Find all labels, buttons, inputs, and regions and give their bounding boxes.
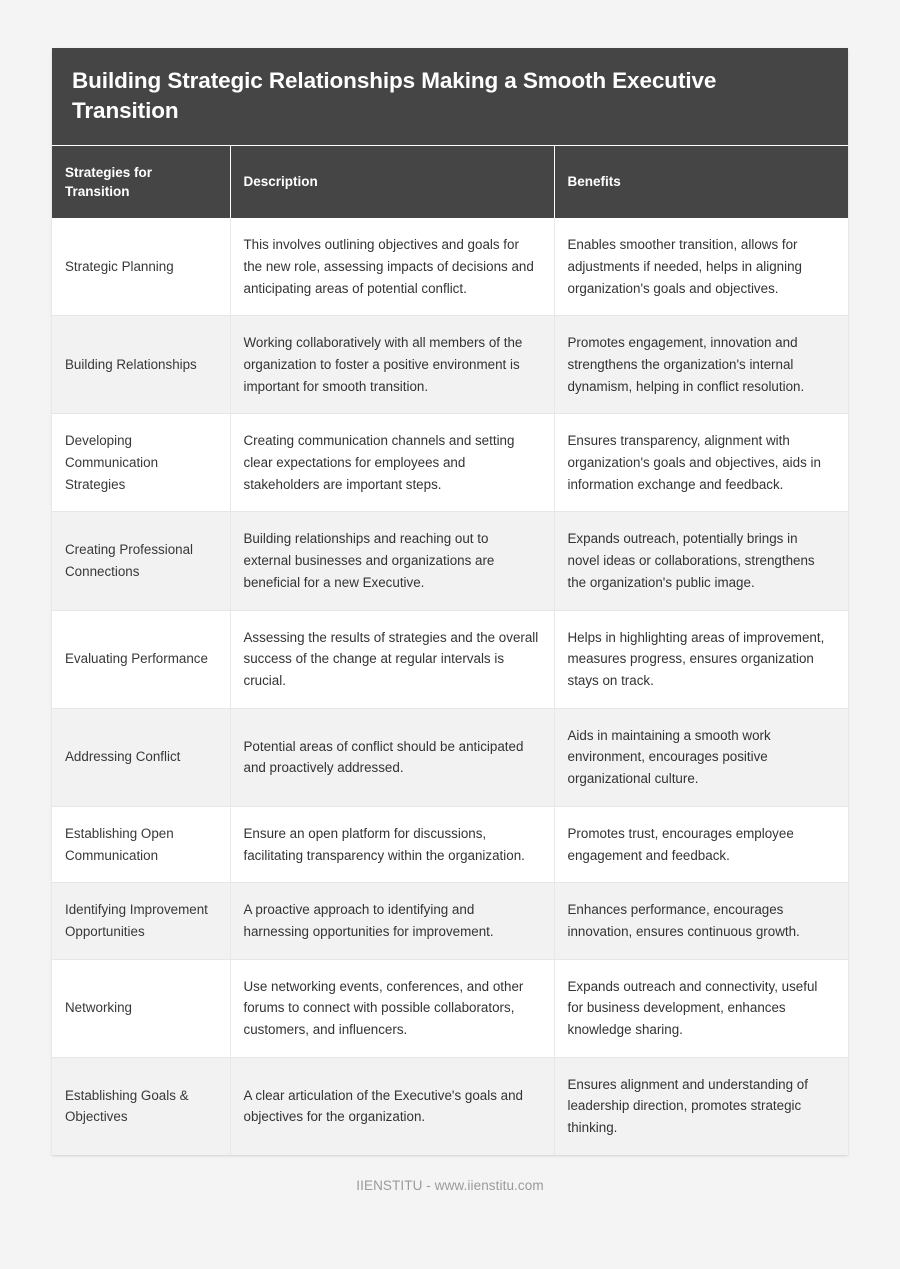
cell-strategy: Strategic Planning [52,218,230,316]
table-row [52,316,848,414]
page-title: Building Strategic Relationships Making a Smooth Executive Transition [52,48,848,146]
cell-strategy: Evaluating Performance [52,610,230,708]
cell-benefits: Promotes trust, encourages employee engagement and feedback. [554,806,848,882]
cell-strategy: Networking [52,959,230,1057]
cell-description: This involves outlining objectives and goals for the new role, assessing impacts of decisions and anticipating areas of potential conflict. [230,218,554,316]
column-header-strategies: Strategies for Transition [52,146,230,218]
cell-description: Ensure an open platform for discussions, facilitating transparency within the organization. [230,806,554,882]
cell-description: A clear articulation of the Executive's goals and objectives for the organization. [230,1057,554,1155]
table-row [52,959,848,1057]
footer-attribution: IIENSTITU - www.iienstitu.com [356,1177,544,1193]
table-row [52,1057,848,1155]
cell-benefits: Expands outreach and connectivity, useful for business development, enhances knowledge sharing. [554,959,848,1057]
column-header-description: Description [230,146,554,218]
cell-strategy: Creating Professional Connections [52,512,230,610]
cell-strategy: Developing Communication Strategies [52,414,230,512]
cell-benefits: Aids in maintaining a smooth work environment, encourages positive organizational culture. [554,708,848,806]
table-row [52,708,848,806]
cell-description: Building relationships and reaching out to external businesses and organizations are beneficial for a new Executive. [230,512,554,610]
cell-strategy: Addressing Conflict [52,708,230,806]
table-header [52,146,848,218]
cell-benefits: Ensures transparency, alignment with organization's goals and objectives, aids in information exchange and feedback. [554,414,848,512]
table-row [52,610,848,708]
cell-description: Potential areas of conflict should be anticipated and proactively addressed. [230,708,554,806]
table-header-row [52,146,848,218]
cell-strategy: Establishing Goals & Objectives [52,1057,230,1155]
cell-strategy: Identifying Improvement Opportunities [52,883,230,959]
table-row [52,414,848,512]
cell-description: Assessing the results of strategies and the overall success of the change at regular intervals is crucial. [230,610,554,708]
cell-description: Use networking events, conferences, and other forums to connect with possible collaborators, customers, and influencers. [230,959,554,1057]
cell-benefits: Enables smoother transition, allows for adjustments if needed, helps in aligning organization's goals and objectives. [554,218,848,316]
cell-strategy: Building Relationships [52,316,230,414]
cell-benefits: Ensures alignment and understanding of leadership direction, promotes strategic thinking. [554,1057,848,1155]
info-card [52,48,848,1155]
cell-description: Creating communication channels and setting clear expectations for employees and stakeholders are important steps. [230,414,554,512]
cell-benefits: Expands outreach, potentially brings in novel ideas or collaborations, strengthens the organization's public image. [554,512,848,610]
cell-description: Working collaboratively with all members of the organization to foster a positive environment is important for smooth transition. [230,316,554,414]
table-row [52,883,848,959]
table-row [52,218,848,316]
table-body [52,218,848,1155]
strategies-table [52,146,848,1155]
cell-benefits: Promotes engagement, innovation and strengthens the organization's internal dynamism, helping in conflict resolution. [554,316,848,414]
table-row [52,806,848,882]
cell-description: A proactive approach to identifying and harnessing opportunities for improvement. [230,883,554,959]
cell-benefits: Helps in highlighting areas of improvement, measures progress, ensures organization stays on track. [554,610,848,708]
cell-strategy: Establishing Open Communication [52,806,230,882]
table-row [52,512,848,610]
column-header-benefits: Benefits [554,146,848,218]
cell-benefits: Enhances performance, encourages innovation, ensures continuous growth. [554,883,848,959]
